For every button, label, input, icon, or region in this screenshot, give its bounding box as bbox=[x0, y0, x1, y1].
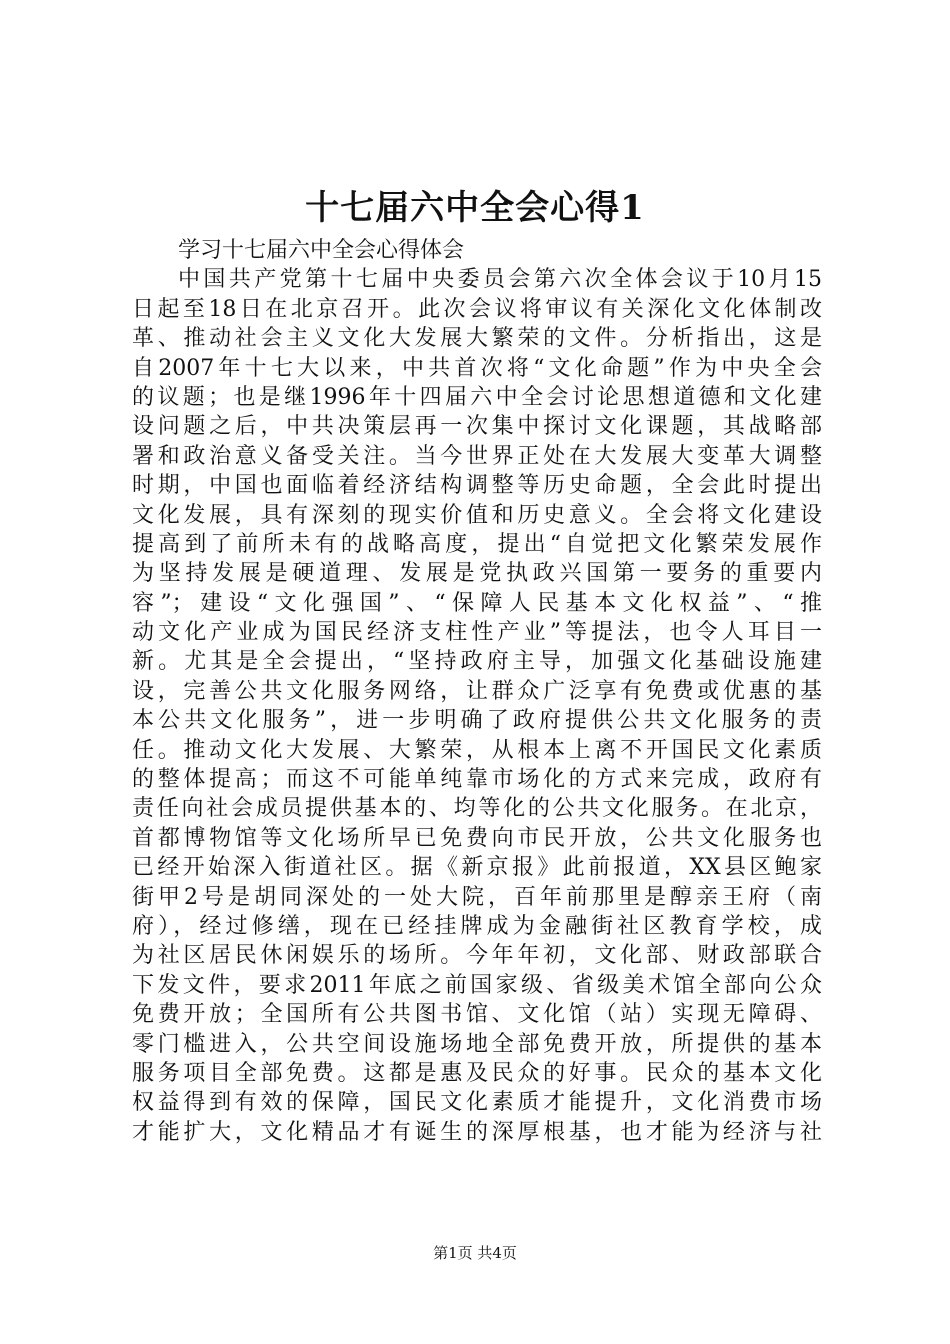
text-line: 服务项目全部免费。这都是惠及民众的好事。民众的基本文化 bbox=[132, 1060, 822, 1086]
text-line: 已经开始深入街道社区。据《新京报》此前报道，XX县区鲍家 bbox=[132, 855, 822, 881]
text-line: 时期，中国也面临着经济结构调整等历史命题，全会此时提出 bbox=[132, 473, 822, 499]
text-line: 署和政治意义备受关注。当今世界正处在大发展大变革大调整 bbox=[132, 443, 822, 469]
text-line: 零门槛进入，公共空间设施场地全部免费开放，所提供的基本 bbox=[132, 1031, 822, 1057]
text-line: 设，完善公共文化服务网络，让群众广泛享有免费或优惠的基 bbox=[132, 678, 822, 704]
text-line: 革、推动社会主义文化大发展大繁荣的文件。分析指出，这是 bbox=[132, 326, 822, 352]
text-line: 权益得到有效的保障，国民文化素质才能提升，文化消费市场 bbox=[132, 1090, 822, 1116]
text-line: 本公共文化服务”，进一步明确了政府提供公共文化服务的责 bbox=[132, 708, 822, 734]
document-body bbox=[132, 236, 822, 1147]
page-footer: 第1页 共4页 bbox=[433, 1244, 517, 1262]
document-subtitle: 学习十七届六中全会心得体会 bbox=[178, 238, 465, 263]
text-line: 中国共产党第十七届中央委员会第六次全体会议于10月15 bbox=[178, 267, 822, 293]
text-line: 为社区居民休闲娱乐的场所。今年年初，文化部、财政部联合 bbox=[132, 943, 822, 969]
text-line: 自2007年十七大以来，中共首次将“文化命题”作为中央全会 bbox=[132, 355, 822, 381]
text-line: 动文化产业成为国民经济支柱性产业”等提法，也令人耳目一 bbox=[132, 620, 822, 646]
text-line: 设问题之后，中共决策层再一次集中探讨文化课题，其战略部 bbox=[132, 414, 822, 440]
text-line: 才能扩大，文化精品才有诞生的深厚根基，也才能为经济与社 bbox=[132, 1119, 822, 1145]
text-line: 任。推动文化大发展、大繁荣，从根本上离不开国民文化素质 bbox=[132, 737, 822, 763]
text-line: 的整体提高；而这不可能单纯靠市场化的方式来完成，政府有 bbox=[132, 767, 822, 793]
text-line: 街甲2号是胡同深处的一处大院，百年前那里是醇亲王府（南 bbox=[132, 884, 822, 910]
document-title: 十七届六中全会心得1 bbox=[305, 188, 645, 228]
text-line: 府），经过修缮，现在已经挂牌成为金融街社区教育学校，成 bbox=[132, 913, 822, 939]
text-line: 责任向社会成员提供基本的、均等化的公共文化服务。在北京， bbox=[132, 796, 822, 822]
text-line: 首都博物馆等文化场所早已免费向市民开放，公共文化服务也 bbox=[132, 825, 822, 851]
text-line: 下发文件，要求2011年底之前国家级、省级美术馆全部向公众 bbox=[132, 972, 822, 998]
text-line: 新。尤其是全会提出，“坚持政府主导，加强文化基础设施建 bbox=[132, 649, 822, 675]
text-line: 日起至18日在北京召开。此次会议将审议有关深化文化体制改 bbox=[132, 296, 822, 322]
text-line: 文化发展，具有深刻的现实价值和历史意义。全会将文化建设 bbox=[132, 502, 822, 528]
text-line: 为坚持发展是硬道理、发展是党执政兴国第一要务的重要内 bbox=[132, 561, 822, 587]
text-line: 容”；建设“文化强国”、“保障人民基本文化权益”、“推 bbox=[132, 590, 822, 616]
text-line: 提高到了前所未有的战略高度，提出“自觉把文化繁荣发展作 bbox=[132, 531, 822, 557]
text-line: 免费开放；全国所有公共图书馆、文化馆（站）实现无障碍、 bbox=[132, 1002, 822, 1028]
text-line: 的议题；也是继1996年十四届六中全会讨论思想道德和文化建 bbox=[132, 384, 822, 410]
